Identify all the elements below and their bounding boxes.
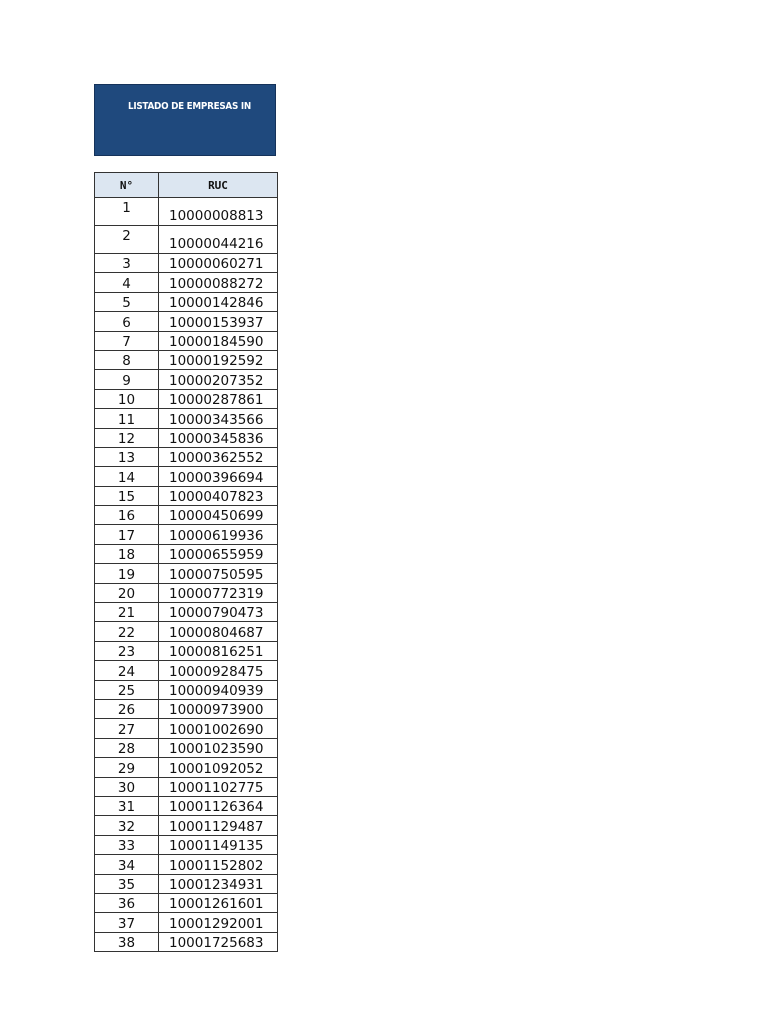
row-number-cell: 12 xyxy=(95,428,159,447)
table-row xyxy=(95,661,278,680)
row-number-cell: 38 xyxy=(95,932,159,951)
row-number-cell: 21 xyxy=(95,603,159,622)
table-row xyxy=(95,292,278,311)
table-row xyxy=(95,198,278,226)
table-row xyxy=(95,738,278,757)
column-header-number: N° xyxy=(95,173,159,198)
table-row xyxy=(95,447,278,466)
row-number-cell: 20 xyxy=(95,583,159,602)
ruc-cell: 10000750595 xyxy=(159,564,278,583)
table-row xyxy=(95,777,278,796)
table-row xyxy=(95,699,278,718)
row-number-cell: 37 xyxy=(95,913,159,932)
ruc-cell: 10000044216 xyxy=(159,226,278,254)
ruc-cell: 10000940939 xyxy=(159,680,278,699)
ruc-cell: 10000008813 xyxy=(159,198,278,226)
ruc-cell: 10001102775 xyxy=(159,777,278,796)
table-row xyxy=(95,312,278,331)
ruc-cell: 10000345836 xyxy=(159,428,278,447)
row-number-cell: 11 xyxy=(95,409,159,428)
row-number-cell: 31 xyxy=(95,796,159,815)
row-number-cell: 33 xyxy=(95,835,159,854)
ruc-cell: 10001002690 xyxy=(159,719,278,738)
ruc-cell: 10000450699 xyxy=(159,506,278,525)
row-number-cell: 14 xyxy=(95,467,159,486)
row-number-cell: 34 xyxy=(95,855,159,874)
row-number-cell: 23 xyxy=(95,641,159,660)
row-number-cell: 25 xyxy=(95,680,159,699)
ruc-cell: 10000362552 xyxy=(159,447,278,466)
row-number-cell: 1 xyxy=(95,198,159,226)
table-row xyxy=(95,719,278,738)
company-list-table xyxy=(94,172,278,952)
ruc-cell: 10001261601 xyxy=(159,893,278,912)
table-row xyxy=(95,467,278,486)
row-number-cell: 27 xyxy=(95,719,159,738)
ruc-cell: 10001126364 xyxy=(159,796,278,815)
table-row xyxy=(95,564,278,583)
row-number-cell: 8 xyxy=(95,350,159,369)
row-number-cell: 35 xyxy=(95,874,159,893)
row-number-cell: 4 xyxy=(95,273,159,292)
table-row xyxy=(95,409,278,428)
ruc-cell: 10000207352 xyxy=(159,370,278,389)
table-row xyxy=(95,273,278,292)
table-row xyxy=(95,350,278,369)
table-row xyxy=(95,370,278,389)
page-title: LISTADO DE EMPRESAS IN xyxy=(128,101,251,112)
row-number-cell: 2 xyxy=(95,226,159,254)
table-row xyxy=(95,680,278,699)
ruc-cell: 10000973900 xyxy=(159,699,278,718)
table-row xyxy=(95,506,278,525)
ruc-cell: 10000287861 xyxy=(159,389,278,408)
row-number-cell: 3 xyxy=(95,254,159,273)
table-row xyxy=(95,583,278,602)
title-banner xyxy=(94,84,276,156)
ruc-cell: 10001152802 xyxy=(159,855,278,874)
row-number-cell: 36 xyxy=(95,893,159,912)
row-number-cell: 15 xyxy=(95,486,159,505)
row-number-cell: 17 xyxy=(95,525,159,544)
row-number-cell: 9 xyxy=(95,370,159,389)
ruc-cell: 10000088272 xyxy=(159,273,278,292)
row-number-cell: 22 xyxy=(95,622,159,641)
row-number-cell: 6 xyxy=(95,312,159,331)
row-number-cell: 13 xyxy=(95,447,159,466)
table-row xyxy=(95,525,278,544)
table-row xyxy=(95,893,278,912)
table-row xyxy=(95,932,278,951)
table-row xyxy=(95,855,278,874)
row-number-cell: 7 xyxy=(95,331,159,350)
table-row xyxy=(95,758,278,777)
table-row xyxy=(95,544,278,563)
ruc-cell: 10000790473 xyxy=(159,603,278,622)
row-number-cell: 5 xyxy=(95,292,159,311)
table-row xyxy=(95,331,278,350)
table-row xyxy=(95,913,278,932)
row-number-cell: 19 xyxy=(95,564,159,583)
table-row xyxy=(95,226,278,254)
ruc-cell: 10000343566 xyxy=(159,409,278,428)
ruc-cell: 10000396694 xyxy=(159,467,278,486)
ruc-cell: 10000142846 xyxy=(159,292,278,311)
row-number-cell: 18 xyxy=(95,544,159,563)
ruc-cell: 10001149135 xyxy=(159,835,278,854)
table-row xyxy=(95,835,278,854)
table-body xyxy=(95,198,278,952)
row-number-cell: 32 xyxy=(95,816,159,835)
ruc-cell: 10001023590 xyxy=(159,738,278,757)
table-row xyxy=(95,796,278,815)
table-row xyxy=(95,486,278,505)
ruc-cell: 10000655959 xyxy=(159,544,278,563)
row-number-cell: 26 xyxy=(95,699,159,718)
ruc-cell: 10000407823 xyxy=(159,486,278,505)
ruc-cell: 10000804687 xyxy=(159,622,278,641)
row-number-cell: 10 xyxy=(95,389,159,408)
table-row xyxy=(95,389,278,408)
table-row xyxy=(95,622,278,641)
ruc-cell: 10001092052 xyxy=(159,758,278,777)
table-row xyxy=(95,428,278,447)
ruc-cell: 10001234931 xyxy=(159,874,278,893)
ruc-cell: 10000619936 xyxy=(159,525,278,544)
ruc-cell: 10000153937 xyxy=(159,312,278,331)
ruc-cell: 10001129487 xyxy=(159,816,278,835)
row-number-cell: 29 xyxy=(95,758,159,777)
column-header-ruc: RUC xyxy=(159,173,278,198)
table-row xyxy=(95,874,278,893)
table-header-row xyxy=(95,173,278,198)
ruc-cell: 10000184590 xyxy=(159,331,278,350)
row-number-cell: 24 xyxy=(95,661,159,680)
table-row xyxy=(95,603,278,622)
ruc-cell: 10000928475 xyxy=(159,661,278,680)
table-row xyxy=(95,254,278,273)
row-number-cell: 16 xyxy=(95,506,159,525)
ruc-cell: 10000816251 xyxy=(159,641,278,660)
ruc-cell: 10000192592 xyxy=(159,350,278,369)
ruc-cell: 10000772319 xyxy=(159,583,278,602)
row-number-cell: 28 xyxy=(95,738,159,757)
table-row xyxy=(95,816,278,835)
table-row xyxy=(95,641,278,660)
row-number-cell: 30 xyxy=(95,777,159,796)
ruc-cell: 10001292001 xyxy=(159,913,278,932)
ruc-cell: 10000060271 xyxy=(159,254,278,273)
ruc-cell: 10001725683 xyxy=(159,932,278,951)
